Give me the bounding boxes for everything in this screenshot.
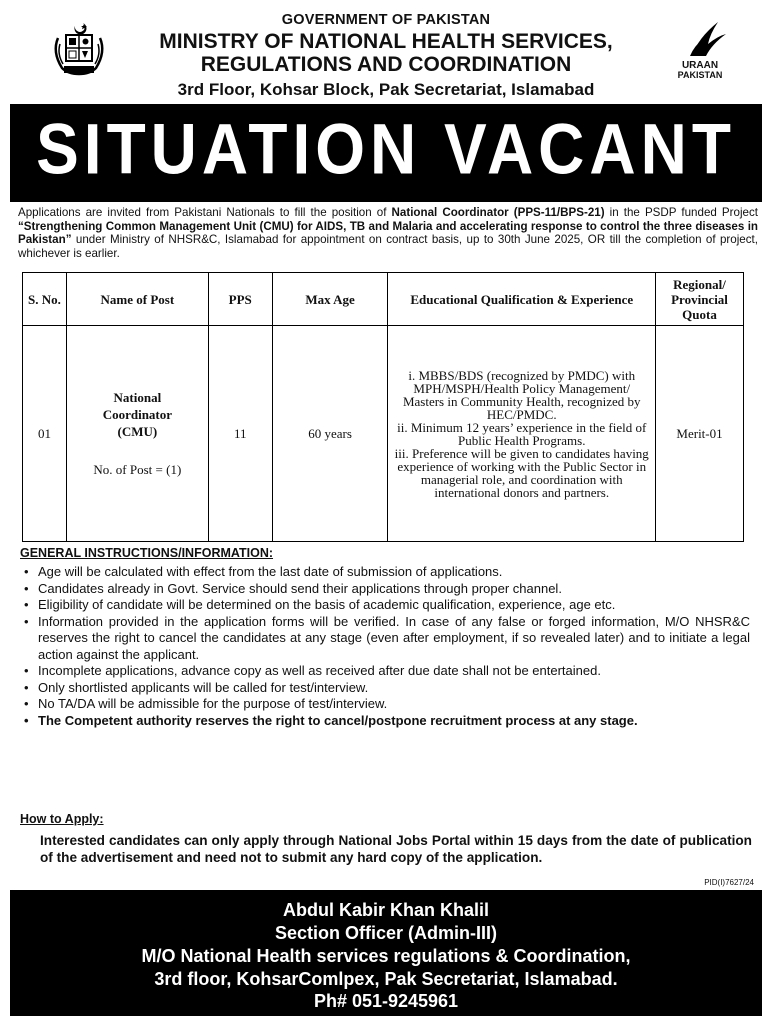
instruction-text: Age will be calculated with effect from the last date of submission of applications. bbox=[38, 564, 503, 579]
instruction-text: The Competent authority reserves the right to cancel/postpone recruitment process at any stage. bbox=[38, 712, 638, 728]
column-header-qualification: Educational Qualification & Experience bbox=[388, 273, 656, 326]
intro-project-name: “Strengthening Common Management Unit (CMU) for AIDS, TB and Malaria and accelerating response to control the three diseases in Pakistan” bbox=[18, 219, 758, 247]
officer-name: Abdul Kabir Khan Khalil bbox=[282, 900, 489, 920]
pid-number: PID(I)7627/24 bbox=[704, 878, 754, 887]
post-title bbox=[71, 389, 204, 440]
logo-text-uraan: URAAN bbox=[681, 60, 719, 71]
instruction-text: Candidates already in Govt. Service should send their applications through proper channel. bbox=[38, 580, 562, 596]
cell-post-name bbox=[66, 326, 208, 542]
intro-paragraph bbox=[18, 206, 758, 260]
title-banner bbox=[10, 104, 762, 202]
instructions-list bbox=[20, 564, 750, 729]
cell-sno: 01 bbox=[23, 326, 67, 542]
qualification-item-2: ii. Minimum 12 years’ experience in the field of Public Health Programs. bbox=[397, 419, 647, 448]
list-item bbox=[20, 680, 750, 697]
qualification-item-3: iii. Preference will be given to candidates having experience of working with the Public Sector in managerial role, and coordination with international donors and partners. bbox=[394, 445, 649, 500]
instruction-text: Information provided in the application forms will be verified. In case of any false or forged information, M/O NHSR&C reserves the right to cancel the candidates at any stage (even after employment, if so revealed later) and to initiate a legal action against the applicant. bbox=[38, 613, 750, 662]
cell-max-age: 60 years bbox=[272, 326, 388, 542]
instruction-text: Eligibility of candidate will be determined on the basis of academic qualification, experience, age etc. bbox=[38, 597, 616, 612]
instruction-text: No TA/DA will be admissible for the purpose of test/interview. bbox=[38, 696, 388, 711]
footer-contact-block bbox=[10, 890, 762, 1016]
table-row bbox=[23, 326, 744, 542]
officer-designation: Section Officer (Admin-III) bbox=[274, 923, 497, 943]
post-title-line-1: National bbox=[113, 390, 162, 405]
intro-text-3: under Ministry of NHSR&C, Islamabad for appointment on contract basis, up to 30th June 2025, OR till the completion of project, whichever is earlier. bbox=[18, 233, 758, 260]
post-title-line-3: (CMU) bbox=[117, 424, 158, 439]
logo-text-pakistan: PAKISTAN bbox=[677, 70, 723, 80]
intro-text-1: Applications are invited from Pakistani Nationals to fill the position of bbox=[18, 206, 392, 219]
list-item bbox=[20, 597, 750, 614]
uraan-pakistan-logo-icon bbox=[662, 16, 738, 60]
list-item bbox=[20, 713, 750, 730]
column-header-sno: S. No. bbox=[23, 273, 67, 326]
cell-qualification bbox=[388, 326, 656, 542]
bullet-icon: • bbox=[24, 564, 29, 579]
ministry-heading bbox=[10, 30, 762, 76]
instruction-text: Only shortlisted applicants will be called for test/interview. bbox=[38, 679, 369, 695]
ministry-line-2: REGULATIONS AND COORDINATION bbox=[200, 53, 572, 76]
posts-table bbox=[22, 272, 744, 542]
column-header-quota: Regional/ Provincial Quota bbox=[656, 273, 744, 326]
column-header-pps: PPS bbox=[208, 273, 272, 326]
government-heading: GOVERNMENT OF PAKISTAN bbox=[281, 12, 491, 28]
list-item bbox=[20, 663, 750, 680]
list-item bbox=[20, 581, 750, 598]
bullet-icon: • bbox=[24, 597, 29, 612]
post-title-line-2: Coordinator bbox=[102, 407, 173, 422]
page-title: SITUATION VACANT bbox=[36, 108, 736, 190]
intro-position: National Coordinator (PPS-11/BPS-21) bbox=[391, 206, 605, 219]
bullet-icon: • bbox=[24, 663, 29, 678]
list-item bbox=[20, 564, 750, 581]
how-to-apply-text: Interested candidates can only apply through National Jobs Portal within 15 days from the date of publication of the advertisement and need not to submit any hard copy of the application. bbox=[40, 833, 752, 865]
ministry-line-1: MINISTRY OF NATIONAL HEALTH SERVICES, bbox=[159, 30, 613, 53]
phone-number: Ph# 051-9245961 bbox=[313, 991, 459, 1011]
list-item bbox=[20, 696, 750, 713]
column-header-post-name: Name of Post bbox=[66, 273, 208, 326]
instructions-heading: GENERAL INSTRUCTIONS/INFORMATION: bbox=[20, 546, 274, 560]
header bbox=[10, 8, 762, 104]
column-header-max-age: Max Age bbox=[272, 273, 388, 326]
bullet-icon: • bbox=[24, 613, 29, 629]
list-item bbox=[20, 614, 750, 664]
instruction-text: Incomplete applications, advance copy as well as received after due date shall not be entertained. bbox=[38, 663, 601, 678]
cell-pps: 11 bbox=[208, 326, 272, 542]
intro-text-2: in the PSDP funded Project bbox=[604, 206, 758, 219]
uraan-pakistan-logo bbox=[662, 16, 738, 82]
post-count: No. of Post = (1) bbox=[93, 462, 182, 477]
qualification-item-1: i. MBBS/BDS (recognized by PMDC) with MPH/MSPH/Health Policy Management/ Masters in Community Health, recognized by HEC/PMDC. bbox=[402, 367, 641, 422]
cell-quota: Merit-01 bbox=[656, 326, 744, 542]
bullet-icon: • bbox=[24, 679, 29, 695]
office-address: 3rd floor, KohsarComlpex, Pak Secretariat, Islamabad. bbox=[154, 969, 618, 989]
table-header-row bbox=[23, 273, 744, 326]
bullet-icon: • bbox=[24, 580, 29, 596]
bullet-icon: • bbox=[24, 712, 29, 728]
ministry-address: 3rd Floor, Kohsar Block, Pak Secretariat, Islamabad bbox=[177, 80, 595, 99]
bullet-icon: • bbox=[24, 696, 29, 711]
how-to-apply-heading: How to Apply: bbox=[20, 812, 104, 826]
office-name: M/O National Health services regulations & Coordination, bbox=[141, 946, 631, 966]
